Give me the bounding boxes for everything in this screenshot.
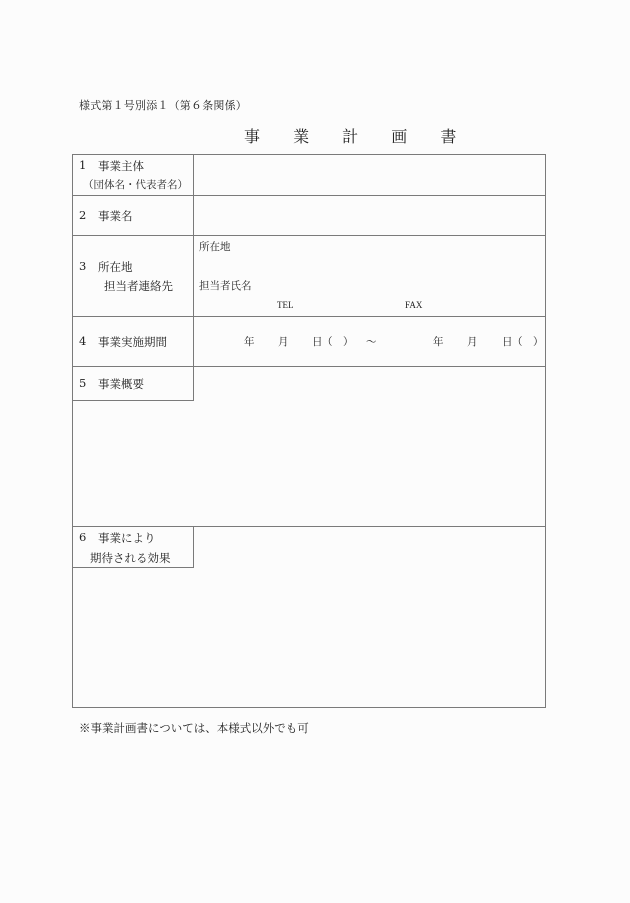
start-day-unit: 日 [312, 336, 323, 348]
row3-label-line2: 担当者連絡先 [104, 279, 173, 293]
tel-label: TEL [277, 300, 294, 310]
address-field[interactable] [240, 237, 540, 253]
row6-label: 事業により [98, 531, 156, 545]
business-entity-field[interactable] [194, 155, 545, 195]
end-month-unit: 月 [467, 336, 478, 348]
address-label: 所在地 [199, 241, 231, 253]
row2-number: 2 [79, 208, 87, 222]
row6-number: 6 [79, 530, 87, 544]
fax-label: FAX [405, 300, 423, 310]
end-day-field[interactable] [480, 330, 500, 350]
table-right-border [545, 154, 546, 708]
expected-effects-field[interactable] [73, 568, 545, 707]
tel-field[interactable] [298, 297, 398, 313]
row-divider-3 [72, 316, 546, 317]
period-separator: ～ [366, 336, 377, 348]
row5-label: 事業概要 [98, 377, 144, 391]
table-bottom-border [72, 707, 546, 708]
row-divider-5 [72, 526, 546, 527]
contact-name-field[interactable] [260, 276, 540, 292]
document-title: 事 業 計 画 書 [244, 127, 471, 146]
end-weekday: （ ） [512, 336, 544, 348]
start-weekday: （ ） [322, 336, 354, 348]
business-overview-field[interactable] [73, 401, 545, 526]
row5-number: 5 [79, 376, 87, 390]
start-month-field[interactable] [256, 330, 276, 350]
row-divider-2 [72, 235, 546, 236]
start-year-field[interactable] [200, 330, 242, 350]
row2-label: 事業名 [98, 209, 133, 223]
row4-label: 事業実施期間 [98, 335, 167, 349]
footer-note: ※事業計画書については、本様式以外でも可 [79, 721, 309, 735]
section6-label-box-right [193, 526, 194, 568]
section5-label-box-right [193, 366, 194, 401]
end-day-unit: 日 [502, 336, 513, 348]
end-month-field[interactable] [445, 330, 465, 350]
row4-number: 4 [79, 334, 87, 348]
start-year-unit: 年 [244, 336, 255, 348]
end-year-unit: 年 [433, 336, 444, 348]
form-reference: 様式第１号別添１（第６条関係） [79, 99, 247, 112]
start-day-field[interactable] [290, 330, 310, 350]
start-month-unit: 月 [278, 336, 289, 348]
row6-label-line2: 期待される効果 [90, 551, 171, 565]
row1-label: 事業主体 [98, 159, 144, 173]
contact-name-label: 担当者氏名 [199, 280, 252, 292]
row3-number: 3 [79, 259, 87, 273]
row1-number: 1 [79, 158, 87, 172]
end-year-field[interactable] [388, 330, 431, 350]
row-divider-4 [72, 366, 546, 367]
row3-label: 所在地 [98, 260, 133, 274]
row1-sublabel: （団体名・代表者名） [83, 179, 188, 191]
business-name-field[interactable] [194, 196, 545, 235]
fax-field[interactable] [428, 297, 538, 313]
